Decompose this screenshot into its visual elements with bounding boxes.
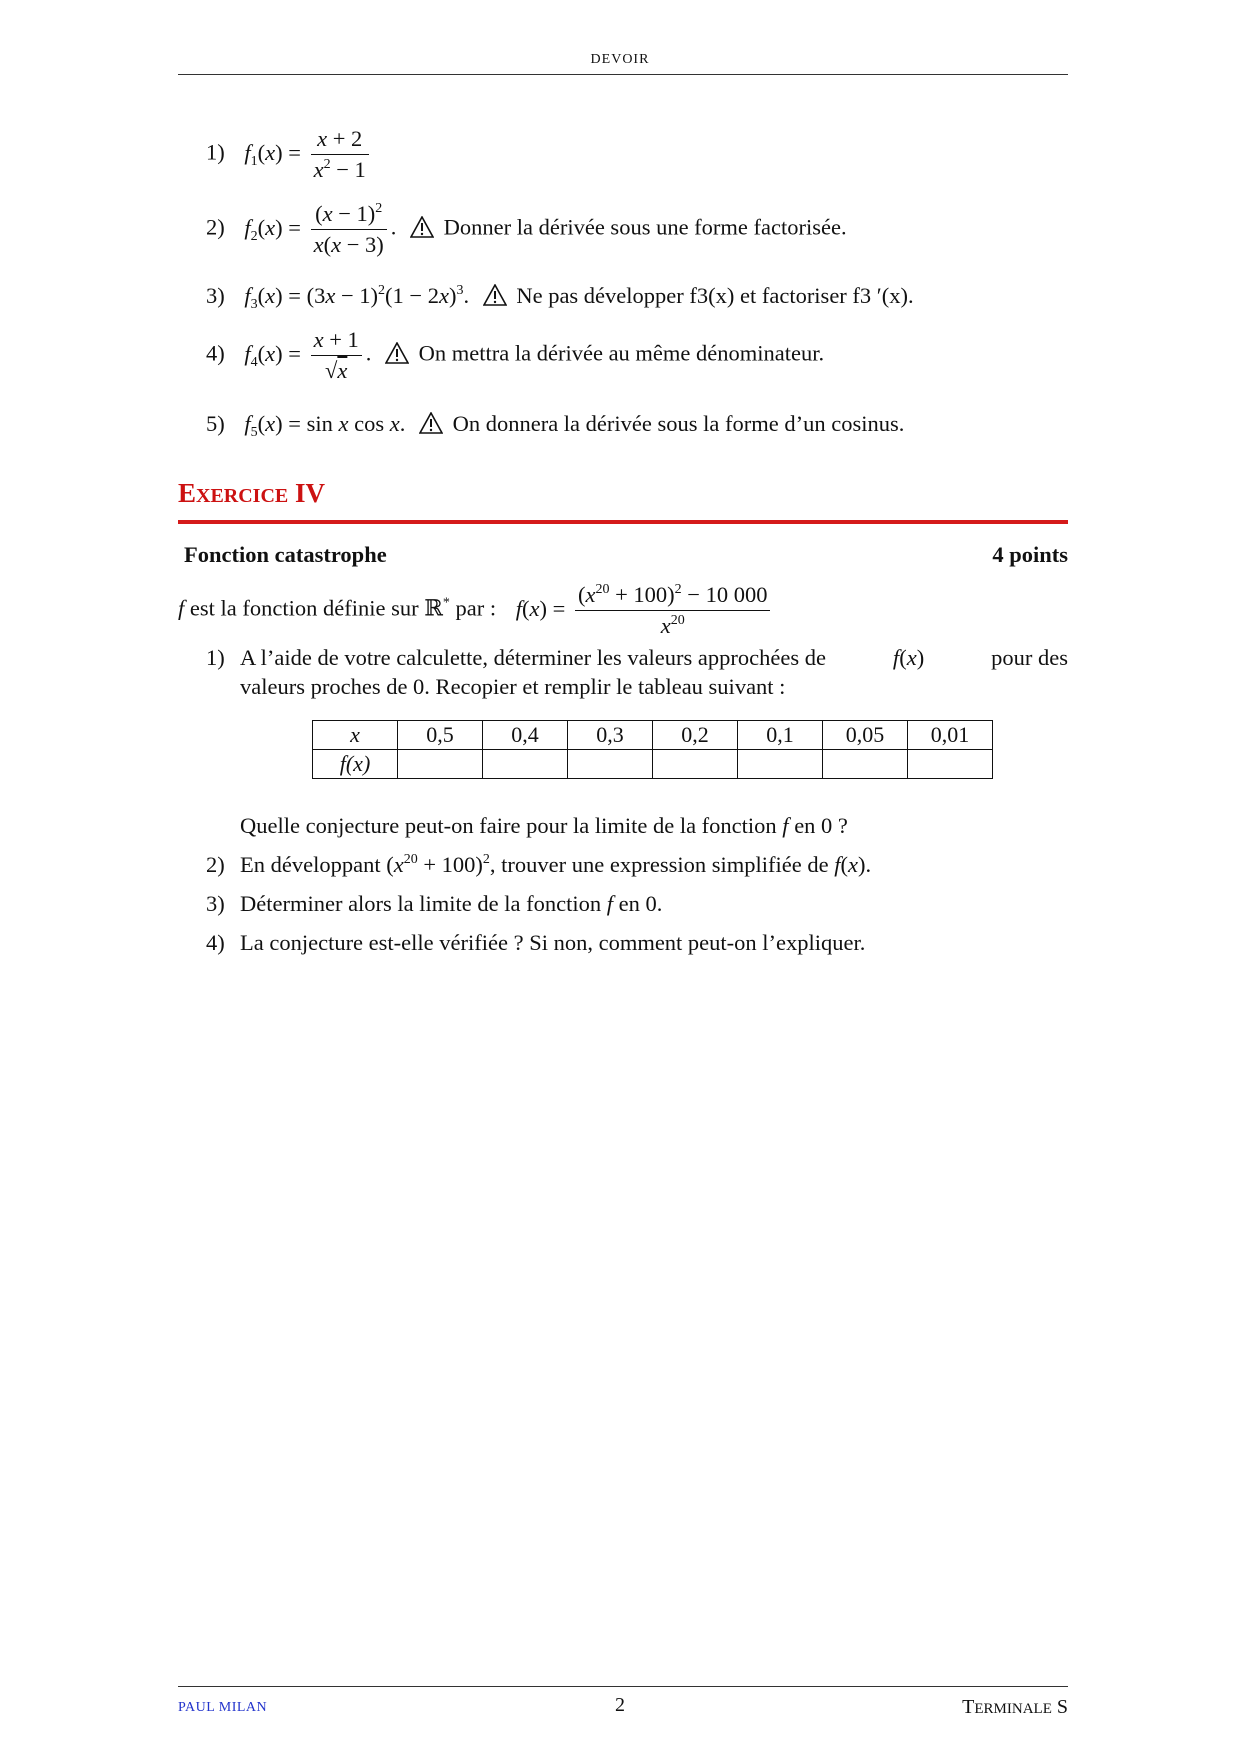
item-number: 1) [206,139,225,165]
fraction: $\frac{x + 2}{x^2 - 1}$ [311,124,369,185]
question-1-line1: A l’aide de votre calculette, déterminer les valeurs approchées de f(x) pour des [240,645,1068,670]
question-4-number: 4) [206,930,225,955]
values-table [312,720,993,779]
table-cell-empty [738,750,823,779]
conjecture-question: Quelle conjecture peut-on faire pour la limite de la fonction f en 0 ? [240,813,848,838]
function-definition: f est la fonction définie sur ℝ* par : f(x) = $\frac{(x^{20} + 100)^2 - 10 000}{x^{20}}$ [178,580,774,641]
table-cell-empty [398,750,483,779]
question-1-number: 1) [206,645,225,670]
header-rule [178,74,1068,75]
question-3-text: Déterminer alors la limite de la fonction f en 0. [240,891,663,916]
question-2-text: En développant $(x^{20} + 100)^2$, trouver une expression simplifiée de f(x). [240,852,872,877]
table-cell-empty [568,750,653,779]
item-3: 3) $f_3(x) = (3x - 1)^2(1 - 2x)^3$. Ne pas développer f3(x) et factoriser f3 ′(x). [206,283,914,312]
table-cell: 0,05 [823,721,908,750]
exercise-title: EXERCICE IV [178,478,326,508]
exercise-subtitle: Fonction catastrophe [184,542,387,567]
item-5: 5) $f_5(x) = \sin x$ cos x. On donnera la dérivée sous la forme d’un cosinus. [206,411,905,440]
question-4-text: La conjecture est-elle vérifiée ? Si non, comment peut-on l’expliquer. [240,930,866,955]
table-header-x: x [313,721,398,750]
exercise-points: 4 points [992,542,1068,567]
table-cell-empty [823,750,908,779]
table-cell-empty [483,750,568,779]
item-note: On mettra la dérivée au même dénominateur. [418,340,825,366]
item-number: 5) [206,411,225,436]
footer-author: PAUL MILAN [178,1700,268,1715]
footer-rule [178,1686,1068,1687]
table-row [313,721,993,750]
warning-icon [385,342,409,364]
page-number: 2 [615,1694,625,1716]
fraction: $\frac{(x - 1)^2}{x(x - 3)}$ [311,199,387,260]
item-number: 4) [206,340,225,366]
table-cell: 0,2 [653,721,738,750]
item-number: 3) [206,283,225,308]
warning-icon [410,216,434,238]
question-1-line2: valeurs proches de 0. Recopier et remplir le tableau suivant : [240,674,786,699]
table-cell: 0,1 [738,721,823,750]
running-header: DEVOIR [590,52,650,67]
table-cell: 0,4 [483,721,568,750]
item-1: 1) $f_1(x)$ = $\frac{x + 2}{x^2 - 1}$ [206,124,373,185]
question-3-number: 3) [206,891,225,916]
table-cell-empty [908,750,993,779]
footer-class: TERMINALE S [962,1696,1068,1718]
question-2-number: 2) [206,852,225,877]
item-4: 4) $f_4(x)$ = $\frac{x + 1}{√x}$ . On mettra la dérivée au même dénominateur. [206,325,824,386]
item-2: 2) $f_2(x)$ = $\frac{(x - 1)^2}{x(x - 3)}$ . Donner la dérivée sous une forme factorisée. [206,199,847,260]
item-number: 2) [206,214,225,240]
warning-icon [483,284,507,306]
item-note: Ne pas développer f3(x) et factoriser f3 ′(x). [516,283,914,308]
exercise-rule [178,520,1068,524]
table-cell: 0,5 [398,721,483,750]
table-cell: 0,01 [908,721,993,750]
fraction: $\frac{(x^{20} + 100)^2 - 10 000}{x^{20}}$ [575,580,771,641]
table-cell-empty [653,750,738,779]
table-cell: 0,3 [568,721,653,750]
item-note: On donnera la dérivée sous la forme d’un cosinus. [452,411,905,436]
table-header-fx: f(x) [313,750,398,779]
item-note: Donner la dérivée sous une forme factorisée. [443,214,847,240]
table-row [313,750,993,779]
fraction: $\frac{x + 1}{√x}$ [311,325,362,386]
warning-icon [419,412,443,434]
